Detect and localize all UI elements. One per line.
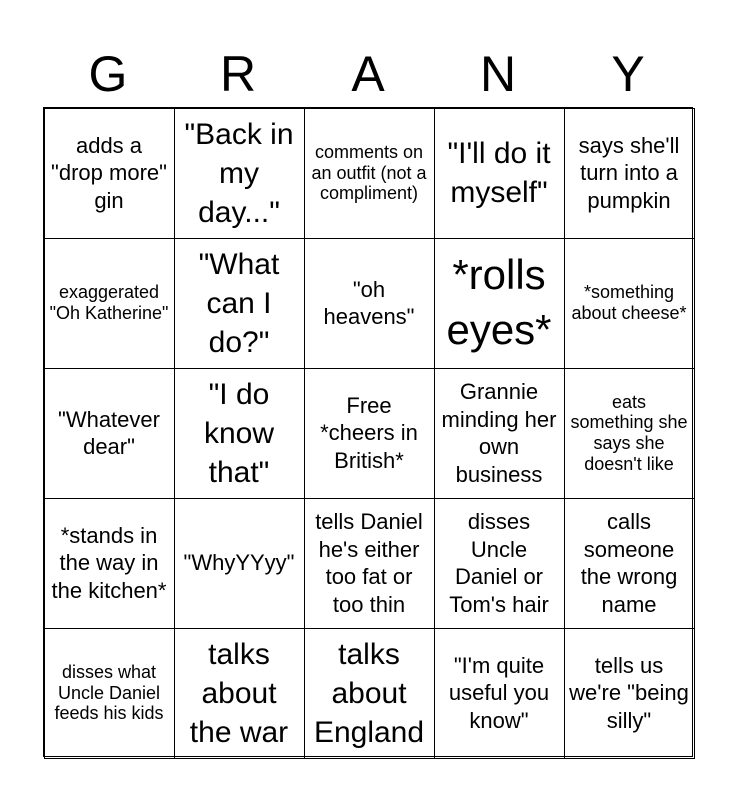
- bingo-cell[interactable]: [434, 108, 565, 239]
- bingo-cell[interactable]: [304, 108, 435, 239]
- cell-text: tells Daniel he's either too fat or too thin: [315, 509, 423, 617]
- cell-text: calls someone the wrong name: [580, 509, 678, 617]
- header-letter-n: N: [479, 46, 517, 102]
- header-letter-a: A: [351, 46, 385, 102]
- bingo-cell[interactable]: [174, 628, 305, 759]
- cell-text: Grannie minding her own business: [441, 379, 557, 487]
- bingo-cell[interactable]: [304, 628, 435, 759]
- cell-text: disses what Uncle Daniel feeds his kids: [54, 661, 164, 724]
- cell-text: talks about England: [313, 637, 425, 749]
- bingo-cell[interactable]: [564, 498, 695, 629]
- cell-text: "Back in my day...": [184, 117, 294, 229]
- bingo-board: [43, 107, 693, 757]
- bingo-cell[interactable]: [44, 238, 175, 369]
- bingo-cell[interactable]: [174, 368, 305, 499]
- cell-text: eats something she says she doesn't like: [570, 391, 688, 474]
- bingo-cell[interactable]: [44, 108, 175, 239]
- cell-text: "I'm quite useful you know": [448, 652, 550, 733]
- cell-text: *rolls eyes*: [446, 251, 552, 353]
- bingo-cell[interactable]: [44, 368, 175, 499]
- cell-text: "I do know that": [203, 377, 275, 489]
- cell-text: "What can I do?": [198, 247, 280, 359]
- cell-text: "oh heavens": [323, 276, 415, 329]
- cell-text: talks about the war: [189, 637, 289, 749]
- bingo-cell[interactable]: [304, 238, 435, 369]
- bingo-cell[interactable]: [434, 238, 565, 369]
- cell-text: *something about cheese*: [571, 282, 687, 323]
- cell-text: comments on an outfit (not a compliment): [311, 141, 427, 204]
- bingo-cell[interactable]: [434, 628, 565, 759]
- header-letter-y: Y: [611, 46, 645, 102]
- cell-text: Free *cheers in British*: [320, 392, 418, 473]
- bingo-cell[interactable]: [434, 498, 565, 629]
- bingo-cell[interactable]: [564, 628, 695, 759]
- cell-text: disses Uncle Daniel or Tom's hair: [449, 509, 549, 617]
- cell-text: says she'll turn into a pumpkin: [578, 132, 680, 213]
- bingo-cell[interactable]: [174, 108, 305, 239]
- cell-text: adds a "drop more" gin: [51, 132, 167, 213]
- bingo-cell[interactable]: [304, 498, 435, 629]
- bingo-cell[interactable]: [564, 238, 695, 369]
- free-space-cell[interactable]: [304, 368, 435, 499]
- header-letter-r: R: [219, 46, 257, 102]
- bingo-cell[interactable]: [564, 368, 695, 499]
- cell-text: tells us we're "being silly": [569, 652, 689, 733]
- header-letter-g: G: [88, 46, 128, 102]
- bingo-cell[interactable]: [44, 628, 175, 759]
- cell-text: "Whatever dear": [58, 406, 160, 459]
- bingo-cell[interactable]: [174, 238, 305, 369]
- bingo-cell[interactable]: [174, 498, 305, 629]
- cell-text: *stands in the way in the kitchen*: [51, 522, 167, 603]
- bingo-cell[interactable]: [44, 498, 175, 629]
- cell-text: "I'll do it myself": [447, 137, 551, 209]
- bingo-cell[interactable]: [564, 108, 695, 239]
- bingo-cell[interactable]: [434, 368, 565, 499]
- cell-text: "WhyYYyy": [183, 550, 295, 576]
- bingo-header: [43, 40, 693, 108]
- cell-text: exaggerated "Oh Katherine": [49, 282, 169, 323]
